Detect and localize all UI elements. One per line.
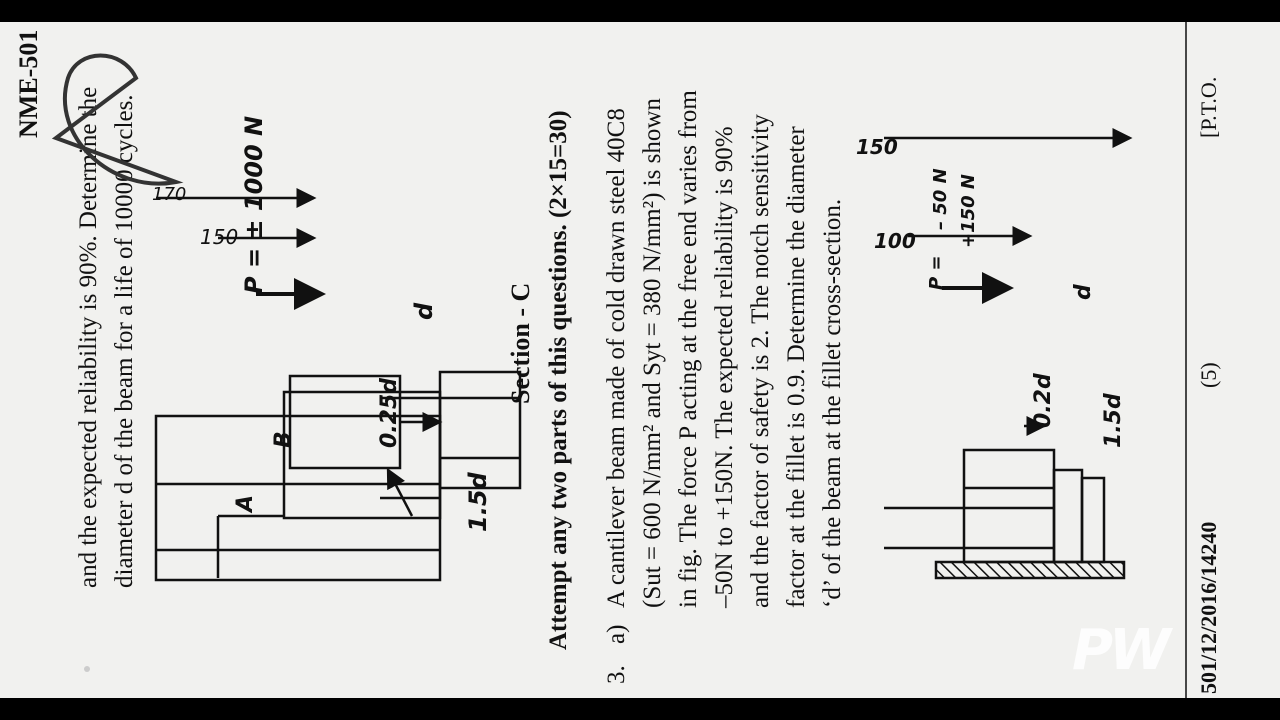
- fig2-fillet-step: [1054, 470, 1082, 562]
- fig2-dim-150: 150: [856, 135, 898, 159]
- footer-doc-id: 501/12/2016/14240: [1196, 521, 1221, 694]
- section-title: Section - C: [506, 282, 535, 404]
- fig2-radius-label: 0.2d: [1031, 373, 1056, 428]
- figure-2-cantilever: [884, 138, 1130, 578]
- video-letterbox-bottom: [0, 698, 1280, 720]
- fig1-radius-label: 0.25d: [377, 377, 402, 448]
- intro-line-2: diameter d of the beam for a life of 10000 cycles.: [111, 94, 138, 588]
- question-line-6: factor at the fillet is 0.9. Determine the diameter: [783, 126, 810, 608]
- question-line-7: ‘d’ of the beam at the fillet cross-section.: [819, 198, 846, 608]
- question-line-5: and the factor of safety is 2. The notch sensitivity: [747, 114, 774, 608]
- question-line-2: (Sut = 600 N/mm² and Syt = 380 N/mm²) is shown: [639, 98, 666, 608]
- fig1-label-a: A: [233, 494, 258, 512]
- fig2-dim-100: 100: [874, 229, 916, 253]
- fig1-dim-150: 150: [200, 225, 239, 249]
- fig1-load: P = ± 1000 N: [240, 115, 268, 294]
- fig2-dia-small: d: [1071, 284, 1096, 300]
- footer-page-number: (5): [1196, 362, 1221, 388]
- question-number: 3.: [603, 665, 630, 684]
- fig2-large-section: [964, 450, 1054, 562]
- fig2-load-p: P =: [926, 255, 947, 290]
- question-line-4: –50N to +150N. The expected reliability is 90%: [711, 126, 738, 608]
- fig2-fixed-support: [936, 562, 1124, 578]
- fig2-dia-large: 1.5d: [1101, 393, 1126, 448]
- video-letterbox-top: [0, 0, 1280, 22]
- exam-page: [0, 22, 1280, 698]
- question-part-label: a): [603, 624, 630, 644]
- fig2-load-min: – 50 N: [930, 168, 951, 230]
- fig2-small-section: [1082, 478, 1104, 562]
- footer-pto: [P.T.O.: [1196, 76, 1221, 138]
- question-line-3: in fig. The force P acting at the free end varies from: [675, 90, 702, 608]
- fig1-fillet-step: [440, 372, 520, 488]
- pw-watermark-logo: PW: [1072, 618, 1167, 683]
- fig1-label-b: B: [271, 431, 296, 448]
- question-line-1: A cantilever beam made of cold drawn steel 40C8: [603, 108, 630, 608]
- fig1-dia-large: 1.5d: [464, 472, 492, 532]
- fig1-dim-170: 170: [152, 184, 187, 205]
- section-instruction: Attempt any two parts of this questions. (2×15=30): [545, 110, 572, 650]
- pen-annotation-icon: [44, 38, 204, 198]
- paper-code: NME-501: [14, 29, 43, 138]
- fig2-load-max: +150 N: [958, 174, 979, 248]
- sensor-dot: [84, 666, 90, 672]
- fig1-dia-small: d: [410, 302, 438, 320]
- rotated-page-content: [0, 22, 1280, 698]
- intro-line-1: and the expected reliability is 90%. Determine the: [75, 86, 102, 588]
